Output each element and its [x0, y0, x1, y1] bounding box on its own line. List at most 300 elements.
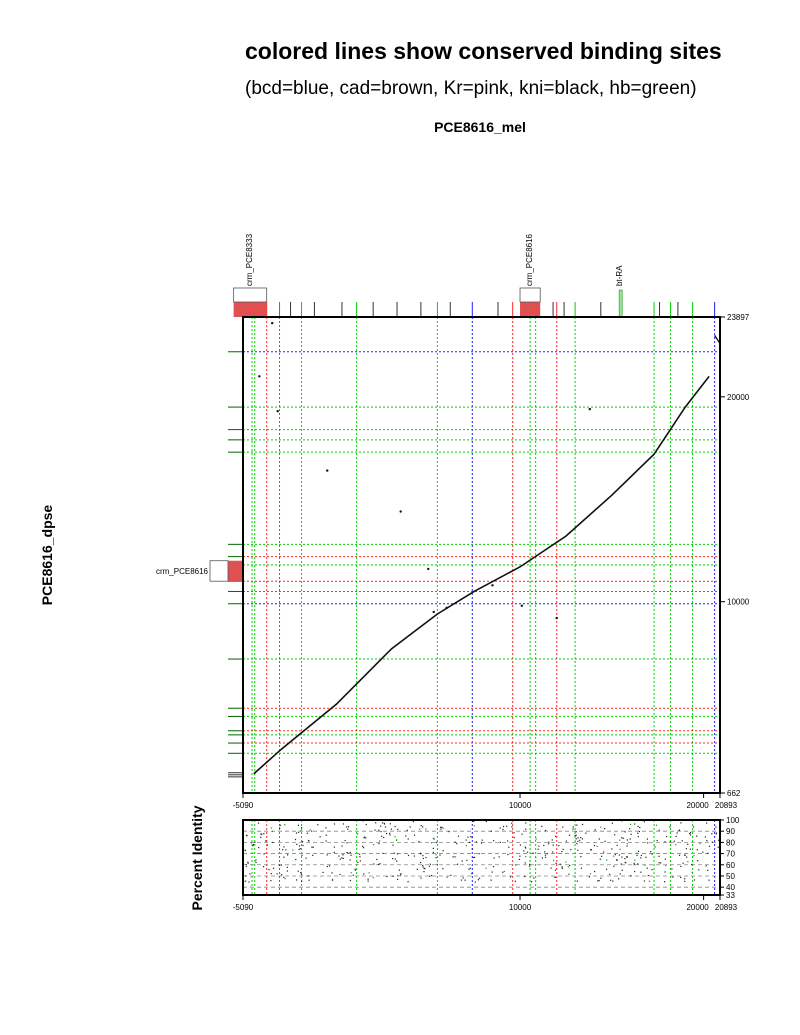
alignment-point: [433, 611, 435, 613]
pi-point: [396, 860, 397, 861]
pi-point: [397, 879, 398, 880]
top-annotation-label: bt-RA: [615, 265, 625, 286]
pi-point: [536, 839, 537, 840]
alignment-point: [445, 607, 447, 609]
pi-point: [386, 833, 387, 834]
pi-point: [255, 862, 256, 863]
pi-point: [621, 857, 622, 858]
pi-point: [457, 864, 458, 865]
pi-point: [296, 832, 297, 833]
pi-point: [636, 853, 637, 854]
pi-point: [600, 859, 601, 860]
pi-point: [312, 855, 313, 856]
pi-point: [649, 881, 650, 882]
pi-point: [353, 875, 354, 876]
pi-point: [576, 843, 577, 844]
pi-point: [433, 838, 434, 839]
pi-point: [414, 855, 415, 856]
pi-point: [308, 875, 309, 876]
pi-point: [287, 870, 288, 871]
pi-point: [246, 866, 247, 867]
pi-point: [712, 842, 713, 843]
pi-point: [581, 868, 582, 869]
pi-point: [624, 858, 625, 859]
pi-point: [669, 842, 670, 843]
pi-point: [456, 843, 457, 844]
pi-point: [545, 855, 546, 856]
y-tick-label: 662: [727, 789, 741, 798]
pi-point: [380, 826, 381, 827]
pi-point: [474, 857, 475, 858]
pi-point: [302, 845, 303, 846]
pi-point: [716, 833, 717, 834]
pi-point: [258, 847, 259, 848]
pi-point: [579, 840, 580, 841]
pi-point: [466, 845, 467, 846]
pi-point: [466, 839, 467, 840]
pi-point: [623, 838, 624, 839]
pi-point: [254, 842, 255, 843]
pi-point: [375, 822, 376, 823]
pi-point: [652, 869, 653, 870]
pi-point: [348, 826, 349, 827]
pi-point: [341, 845, 342, 846]
pi-point: [612, 881, 613, 882]
pi-point: [479, 853, 480, 854]
pi-point: [601, 856, 602, 857]
pi-point: [279, 865, 280, 866]
pi-point: [647, 842, 648, 843]
pi-point: [300, 848, 301, 849]
pi-point: [640, 857, 641, 858]
pi-point: [485, 868, 486, 869]
y-axis-title: PCE8616_dpse: [39, 504, 55, 606]
pi-point: [626, 845, 627, 846]
pi-point: [295, 859, 296, 860]
pi-point: [435, 854, 436, 855]
pi-point: [378, 830, 379, 831]
pi-point: [389, 834, 390, 835]
pi-point: [466, 860, 467, 861]
pi-point: [373, 877, 374, 878]
pi-point: [650, 851, 651, 852]
pi-point: [615, 854, 616, 855]
pi-point: [634, 863, 635, 864]
pi-point: [379, 840, 380, 841]
pi-point: [523, 850, 524, 851]
pi-point: [665, 859, 666, 860]
pi-point: [693, 826, 694, 827]
crm-bracket-top: [234, 288, 267, 302]
pi-point: [687, 861, 688, 862]
pi-point: [525, 862, 526, 863]
pi-point: [472, 848, 473, 849]
pi-point: [552, 851, 553, 852]
pi-point: [641, 855, 642, 856]
pi-point: [364, 837, 365, 838]
pi-point: [521, 834, 522, 835]
pi-point: [424, 868, 425, 869]
pi-point: [334, 823, 335, 824]
pi-point: [621, 837, 622, 838]
pi-point: [419, 828, 420, 829]
pi-point: [368, 881, 369, 882]
pi-point: [343, 823, 344, 824]
pi-y-tick-label: 100: [726, 816, 740, 825]
pi-point: [359, 854, 360, 855]
pi-point: [644, 880, 645, 881]
pi-point: [490, 880, 491, 881]
pi-point: [296, 879, 297, 880]
pi-point: [610, 880, 611, 881]
pi-point: [283, 857, 284, 858]
pi-point: [687, 844, 688, 845]
pi-point: [386, 876, 387, 877]
pi-point: [556, 863, 557, 864]
pi-point: [271, 873, 272, 874]
pi-point: [605, 841, 606, 842]
pi-point: [271, 827, 272, 828]
pi-point: [552, 839, 553, 840]
pi-point: [263, 866, 264, 867]
pi-point: [582, 824, 583, 825]
pi-point: [461, 880, 462, 881]
pi-point: [654, 846, 655, 847]
pi-point: [249, 873, 250, 874]
pi-point: [580, 837, 581, 838]
pi-point: [468, 869, 469, 870]
pi-point: [298, 825, 299, 826]
pi-point: [525, 856, 526, 857]
pi-point: [272, 842, 273, 843]
pi-point: [572, 828, 573, 829]
pi-point: [458, 836, 459, 837]
pi-point: [562, 868, 563, 869]
pi-y-tick-label: 90: [726, 827, 735, 837]
pi-point: [400, 873, 401, 874]
pi-point: [503, 826, 504, 827]
left-annotation-label: crm_PCE8616: [155, 566, 208, 576]
pi-point: [390, 823, 391, 824]
pi-point: [634, 860, 635, 861]
pi-point: [405, 835, 406, 836]
pi-point: [410, 826, 411, 827]
pi-point: [542, 857, 543, 858]
pi-point: [471, 837, 472, 838]
pi-point: [301, 881, 302, 882]
pi-point: [624, 831, 625, 832]
pi-point: [408, 855, 409, 856]
alignment-point: [326, 469, 328, 471]
pi-point: [617, 845, 618, 846]
pi-point: [669, 826, 670, 827]
pi-point: [634, 823, 635, 824]
pi-point: [447, 877, 448, 878]
pi-point: [476, 841, 477, 842]
pi-point: [702, 852, 703, 853]
pi-point: [334, 847, 335, 848]
pi-point: [698, 869, 699, 870]
pi-point: [435, 857, 436, 858]
pi-point: [519, 859, 520, 860]
pi-point: [638, 851, 639, 852]
pi-point: [577, 850, 578, 851]
pi-point: [616, 859, 617, 860]
pi-point: [573, 826, 574, 827]
pi-point: [272, 831, 273, 832]
pi-point: [690, 849, 691, 850]
x-axis-title: PCE8616_mel: [434, 119, 526, 135]
pi-point: [366, 824, 367, 825]
pi-point: [511, 826, 512, 827]
pi-point: [680, 877, 681, 878]
pi-point: [346, 826, 347, 827]
pi-point: [253, 844, 254, 845]
pi-point: [305, 858, 306, 859]
pi-point: [482, 840, 483, 841]
pi-point: [418, 841, 419, 842]
pi-point: [481, 842, 482, 843]
pi-x-tick-label: 20893: [714, 903, 738, 912]
pi-point: [423, 871, 424, 872]
pi-point: [338, 855, 339, 856]
pi-point: [544, 851, 545, 852]
pi-point: [395, 858, 396, 859]
pi-point: [709, 846, 710, 847]
crm-box-top: [234, 302, 267, 317]
alignment-point: [276, 410, 278, 412]
x-tick-label: 20893: [714, 801, 738, 810]
pi-point: [301, 855, 302, 856]
pi-point: [494, 858, 495, 859]
pi-point: [589, 876, 590, 877]
top-annotation-label: crm_PCE8616: [525, 233, 535, 286]
pi-point: [686, 848, 687, 849]
pi-point: [313, 847, 314, 848]
pi-point: [479, 878, 480, 879]
pi-point: [684, 855, 685, 856]
pi-point: [640, 872, 641, 873]
pi-point: [570, 849, 571, 850]
pi-point: [683, 863, 684, 864]
pi-point: [425, 829, 426, 830]
pi-point: [397, 829, 398, 830]
pi-point: [454, 856, 455, 857]
pi-point: [706, 822, 707, 823]
pi-point: [299, 845, 300, 846]
pi-point: [597, 846, 598, 847]
pi-point: [535, 857, 536, 858]
pi-point: [308, 840, 309, 841]
pi-point: [519, 856, 520, 857]
pi-point: [562, 849, 563, 850]
pi-point: [691, 864, 692, 865]
pi-point: [658, 856, 659, 857]
pi-point: [282, 849, 283, 850]
pi-point: [639, 831, 640, 832]
pi-point: [569, 865, 570, 866]
alignment-diagonal: [254, 376, 709, 773]
pi-point: [307, 833, 308, 834]
pi-point: [684, 881, 685, 882]
pi-x-tick-label: -5090: [232, 903, 254, 912]
pi-point: [576, 835, 577, 836]
pi-point: [529, 864, 530, 865]
pi-point: [603, 851, 604, 852]
pi-point: [268, 869, 269, 870]
pi-point: [252, 845, 253, 846]
pi-point: [664, 871, 665, 872]
pi-point: [463, 877, 464, 878]
pi-x-tick-label: 10000: [508, 903, 532, 912]
pi-point: [611, 848, 612, 849]
pi-point: [689, 833, 690, 834]
pi-point: [694, 879, 695, 880]
pi-y-tick-label: 60: [726, 860, 735, 870]
pi-y-tick-label: 40: [726, 883, 735, 893]
pi-point: [511, 823, 512, 824]
pi-point: [613, 856, 614, 857]
pi-point: [599, 838, 600, 839]
pi-point: [638, 836, 639, 837]
pi-point: [492, 871, 493, 872]
pi-x-tick-label: 20000: [686, 903, 709, 912]
pi-point: [280, 825, 281, 826]
pi-point: [609, 874, 610, 875]
alignment-point: [258, 375, 260, 377]
pi-point: [531, 881, 532, 882]
y-tick-label: 10000: [727, 597, 750, 607]
pi-point: [420, 877, 421, 878]
pi-point: [295, 839, 296, 840]
pi-point: [392, 858, 393, 859]
pi-point: [251, 842, 252, 843]
pi-point: [265, 840, 266, 841]
pi-point: [613, 866, 614, 867]
pi-point: [267, 845, 268, 846]
pi-point: [569, 835, 570, 836]
pi-point: [619, 854, 620, 855]
pi-point: [417, 869, 418, 870]
pi-point: [580, 856, 581, 857]
pi-point: [310, 829, 311, 830]
pi-point: [450, 875, 451, 876]
pi-point: [342, 854, 343, 855]
pi-point: [545, 830, 546, 831]
pi-point: [245, 881, 246, 882]
pi-point: [383, 837, 384, 838]
x-tick-label: -5090: [232, 801, 254, 810]
pi-point: [357, 862, 358, 863]
pi-point: [491, 831, 492, 832]
pi-point: [665, 865, 666, 866]
pi-point: [644, 865, 645, 866]
pi-point: [652, 854, 653, 855]
pi-point: [565, 861, 566, 862]
pi-point: [576, 831, 577, 832]
pi-point: [329, 865, 330, 866]
pi-point: [375, 830, 376, 831]
pi-point: [339, 874, 340, 875]
chart-subtitle: (bcd=blue, cad=brown, Kr=pink, kni=black, hb=green): [245, 78, 697, 99]
pi-point: [538, 849, 539, 850]
pi-point: [513, 832, 514, 833]
pi-point: [548, 842, 549, 843]
pi-point: [332, 880, 333, 881]
pi-point: [389, 833, 390, 834]
pi-point: [637, 863, 638, 864]
pi-point: [577, 881, 578, 882]
pi-point: [686, 857, 687, 858]
pi-point: [245, 850, 246, 851]
pi-point: [246, 835, 247, 836]
pi-point: [525, 829, 526, 830]
pi-point: [341, 857, 342, 858]
pi-point: [502, 829, 503, 830]
pi-point: [675, 844, 676, 845]
pi-point: [301, 874, 302, 875]
pi-point: [351, 872, 352, 873]
pi-point: [553, 860, 554, 861]
pi-point: [283, 877, 284, 878]
pi-point: [455, 842, 456, 843]
pi-point: [283, 846, 284, 847]
pi-point: [648, 875, 649, 876]
pi-point: [606, 859, 607, 860]
pi-point: [631, 834, 632, 835]
pi-point: [548, 843, 549, 844]
pi-point: [597, 880, 598, 881]
pi-point: [657, 840, 658, 841]
pi-point: [245, 875, 246, 876]
pi-point: [614, 834, 615, 835]
alignment-point: [589, 408, 591, 410]
pi-point: [420, 853, 421, 854]
pi-point: [568, 874, 569, 875]
pi-point: [407, 830, 408, 831]
pi-point: [448, 831, 449, 832]
pi-point: [442, 868, 443, 869]
pi-point: [287, 854, 288, 855]
pi-point: [627, 843, 628, 844]
pi-point: [420, 862, 421, 863]
pi-point: [524, 876, 525, 877]
pi-point: [292, 849, 293, 850]
alignment-point: [521, 605, 523, 607]
pi-point: [277, 873, 278, 874]
pi-point: [350, 880, 351, 881]
pi-point: [273, 868, 274, 869]
pi-point: [379, 863, 380, 864]
pi-point: [299, 849, 300, 850]
pi-point: [469, 842, 470, 843]
pi-point: [541, 826, 542, 827]
pi-point: [365, 837, 366, 838]
pi-point: [263, 833, 264, 834]
pi-point: [397, 853, 398, 854]
pi-point: [246, 864, 247, 865]
pi-point: [357, 833, 358, 834]
pi-point: [510, 876, 511, 877]
pi-point: [326, 835, 327, 836]
pi-point: [561, 851, 562, 852]
pi-point: [440, 829, 441, 830]
pi-point: [382, 822, 383, 823]
alignment-point: [491, 584, 493, 586]
pi-point: [606, 869, 607, 870]
pi-point: [363, 873, 364, 874]
pi-point: [637, 833, 638, 834]
